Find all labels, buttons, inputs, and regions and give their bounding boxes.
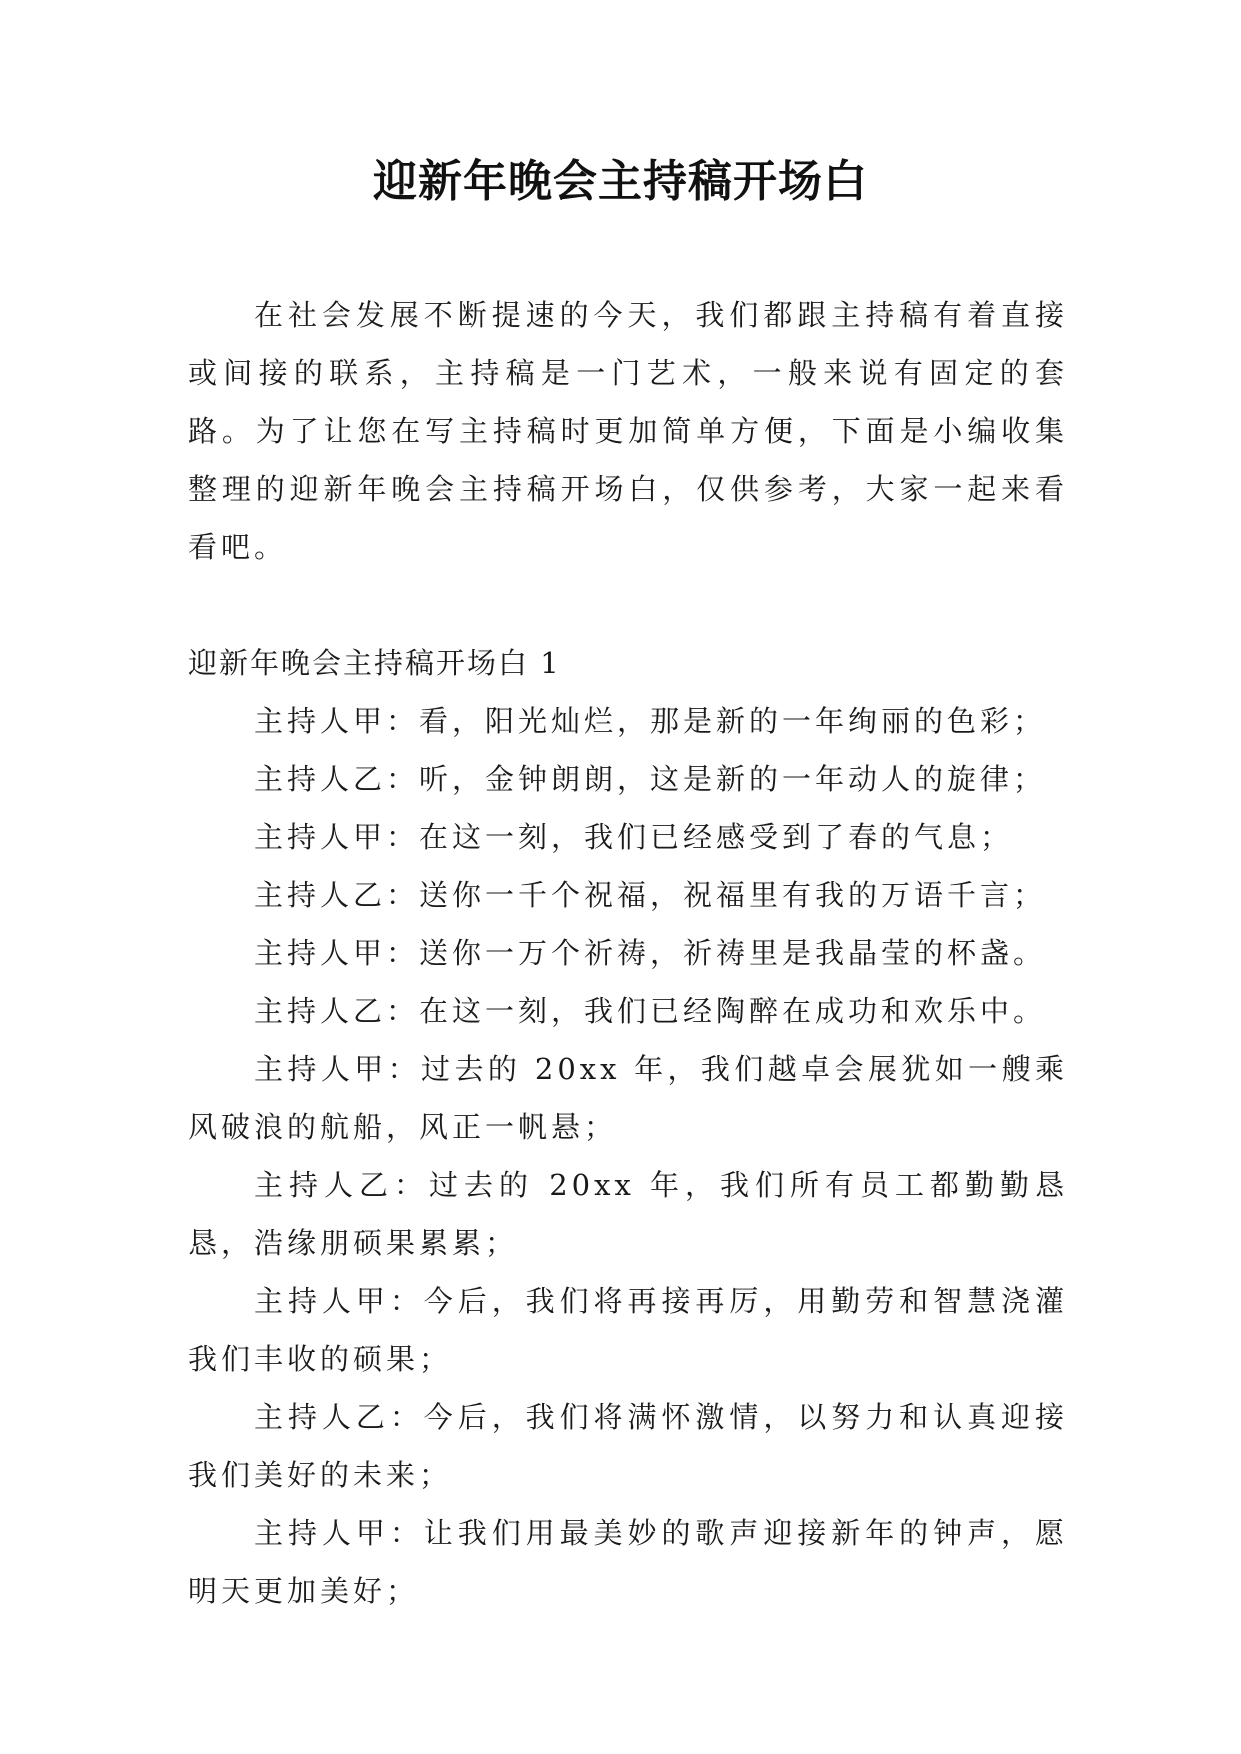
intro-paragraph: 在社会发展不断提速的今天，我们都跟主持稿有着直接或间接的联系，主持稿是一门艺术，一般来说有固定的套路。为了让您在写主持稿时更加简单方便，下面是小编收集整理的迎新年晚会主持稿开场白，仅供参考，大家一起来看看吧。 [188, 298, 1068, 564]
document-title: 迎新年晚会主持稿开场白 [373, 156, 868, 207]
section-heading: 迎新年晚会主持稿开场白 1 [188, 646, 561, 680]
dialogue-line: 主持人乙：过去的 20xx 年，我们所有员工都勤勤恳恳，浩缘朋硕果累累； [188, 1168, 1068, 1260]
dialogue-line: 主持人乙：在这一刻，我们已经陶醉在成功和欢乐中。 [254, 994, 1047, 1028]
dialogue-line: 主持人乙：听，金钟朗朗，这是新的一年动人的旋律； [254, 762, 1047, 796]
dialogue-line: 主持人乙：送你一千个祝福，祝福里有我的万语千言； [254, 878, 1047, 912]
document-body [188, 286, 1068, 1620]
dialogue-line: 主持人甲：今后，我们将再接再厉，用勤劳和智慧浇灌我们丰收的硕果； [188, 1284, 1068, 1376]
dialogue-line: 主持人甲：过去的 20xx 年，我们越卓会展犹如一艘乘风破浪的航船，风正一帆悬； [188, 1052, 1068, 1144]
dialogue-line: 主持人甲：让我们用最美妙的歌声迎接新年的钟声，愿明天更加美好； [188, 1516, 1068, 1608]
dialogue-line: 主持人甲：看，阳光灿烂，那是新的一年绚丽的色彩； [254, 704, 1047, 738]
paragraph-gap [188, 576, 1068, 634]
dialogue-line: 主持人甲：在这一刻，我们已经感受到了春的气息； [254, 820, 1014, 854]
dialogue-line: 主持人甲：送你一万个祈祷，祈祷里是我晶莹的杯盏。 [254, 936, 1047, 970]
dialogue-line: 主持人乙：今后，我们将满怀激情，以努力和认真迎接我们美好的未来； [188, 1400, 1068, 1492]
